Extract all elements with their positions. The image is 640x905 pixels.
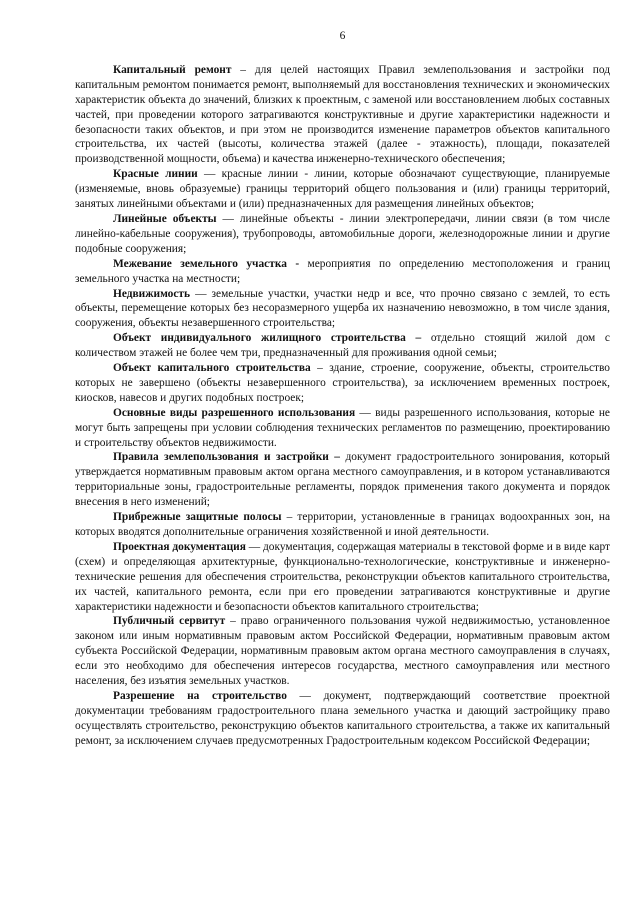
definition-term: Прибрежные защитные полосы — [113, 511, 282, 524]
definition-text: мероприятия по определению местоположения и границ земельного участка на местности; — [75, 257, 610, 285]
definition-paragraph — [75, 450, 610, 510]
definition-paragraph — [75, 287, 610, 332]
definition-term: Объект индивидуального жилищного строительства – — [113, 332, 422, 345]
definition-term: Разрешение на строительство — [113, 689, 287, 702]
definition-text: отдельно стоящий жилой дом с количеством этажей не более чем три, предназначенный для проживания одной семьи; — [75, 332, 610, 360]
definition-term: Объект капитального строительства — [113, 362, 311, 375]
definition-paragraph — [75, 167, 610, 212]
definition-paragraph — [75, 212, 610, 257]
definition-paragraph — [75, 510, 610, 540]
definition-term: Межевание земельного участка - — [113, 257, 300, 270]
definition-paragraph — [75, 406, 610, 451]
definition-paragraph — [75, 63, 610, 167]
definition-term: Линейные объекты — [113, 212, 217, 225]
definition-paragraph — [75, 361, 610, 406]
definition-paragraph — [75, 331, 610, 361]
definition-term: Публичный сервитут — [113, 615, 226, 628]
definition-paragraph — [75, 614, 610, 689]
definition-text: — документация, содержащая материалы в текстовой форме и в виде карт (схем) и определяющая архитектурные, функционально-технологические, конструктивные и инженерно-технические решения для обеспечения строительства, реконструкции объектов капитального строительства, их частей, капитального ремонта, если при его проведении затрагиваются конструктивные и другие характеристики надежности и безопасности объектов капитального строительства; — [75, 540, 610, 613]
definition-text: — линейные объекты - линии электропередачи, линии связи (в том числе линейно-кабельные сооружения), трубопроводы, автомобильные дороги, железнодорожные линии и другие подобные сооружения; — [75, 212, 610, 255]
definition-paragraph — [75, 540, 610, 615]
definition-paragraph — [75, 257, 610, 287]
definition-text: — документ, подтверждающий соответствие проектной документации требованиям градостроительного плана земельного участка и дающий застройщику право осуществлять строительство, реконструкцию объектов капитального строительства, а также их капитальный ремонт, за исключением случаев предусмотренных Градостроительным кодексом Российской Федерации; — [75, 689, 611, 747]
definition-term: Красные линии — [113, 168, 198, 181]
definition-text: документ градостроительного зонирования, который утверждается нормативным правовым актом органа местного самоуправления, и в котором устанавливаются территориальные зоны, градостроительные регламенты, порядок применения такого документа и порядок внесения в него изменений; — [75, 451, 610, 509]
definition-term: Основные виды разрешенного использования — [113, 406, 356, 419]
definition-text: – для целей настоящих Правил землепользования и застройки под капитальным ремонтом понимается ремонт, выполняемый для восстановления технических и экономических характеристик объекта до значений, близких к проектным, с заменой или восстановлением любых составных частей, при проведении которого затрагиваются конструктивные и другие характеристики надежности и безопасности таких объектов, и при этом не производится изменение параметров объектов капитального строительства, их частей (высоты, количества этажей (далее - этажность), площади, показателей производственной мощности, объема) и качества инженерно-технического обеспечения; — [75, 63, 610, 166]
definition-term: Недвижимость — [113, 287, 191, 300]
definition-term: Капитальный ремонт — [113, 63, 232, 76]
definition-term: Проектная документация — [113, 540, 246, 553]
definition-paragraph — [75, 689, 610, 749]
definition-term: Правила землепользования и застройки – — [113, 451, 340, 464]
definition-text: — красные линии - линии, которые обозначают существующие, планируемые (изменяемые, вновь образуемые) границы территорий общего пользования и (или) границы территорий, занятых линейными объектами и (или) предназначенных для размещения линейных объектов; — [75, 168, 610, 211]
definition-text: – здание, строение, сооружение, объекты, строительство которых не завершено (объекты незавершенного строительства), за исключением временных построек, киосков, навесов и других подобных построек; — [75, 362, 610, 404]
definition-text: — виды разрешенного использования, которые не могут быть запрещены при условии соблюдения технических регламентов по размещению, проектированию и строительству объектов недвижимости. — [75, 406, 610, 449]
page-number: 6 — [339, 30, 346, 42]
definition-text: – право ограниченного пользования чужой недвижимостью, установленное законом или иным нормативным правовым актом Российской Федерации, нормативным правовым актом субъекта Российской Федерации, нормативным правовым актом органа местного самоуправления в случаях, если это необходимо для обеспечения интересов государства, местного самоуправления или местного населения, без изъятия земельных участков. — [75, 615, 610, 688]
definition-text: — земельные участки, участки недр и все, что прочно связано с землей, то есть объекты, перемещение которых без несоразмерного ущерба их назначению невозможно, в том числе здания, сооружения, объекты незавершенного строительства; — [75, 287, 610, 330]
definition-text: – территории, установленные в границах водоохранных зон, на которых вводятся дополнительные ограничения хозяйственной и иной деятельности. — [75, 511, 610, 538]
